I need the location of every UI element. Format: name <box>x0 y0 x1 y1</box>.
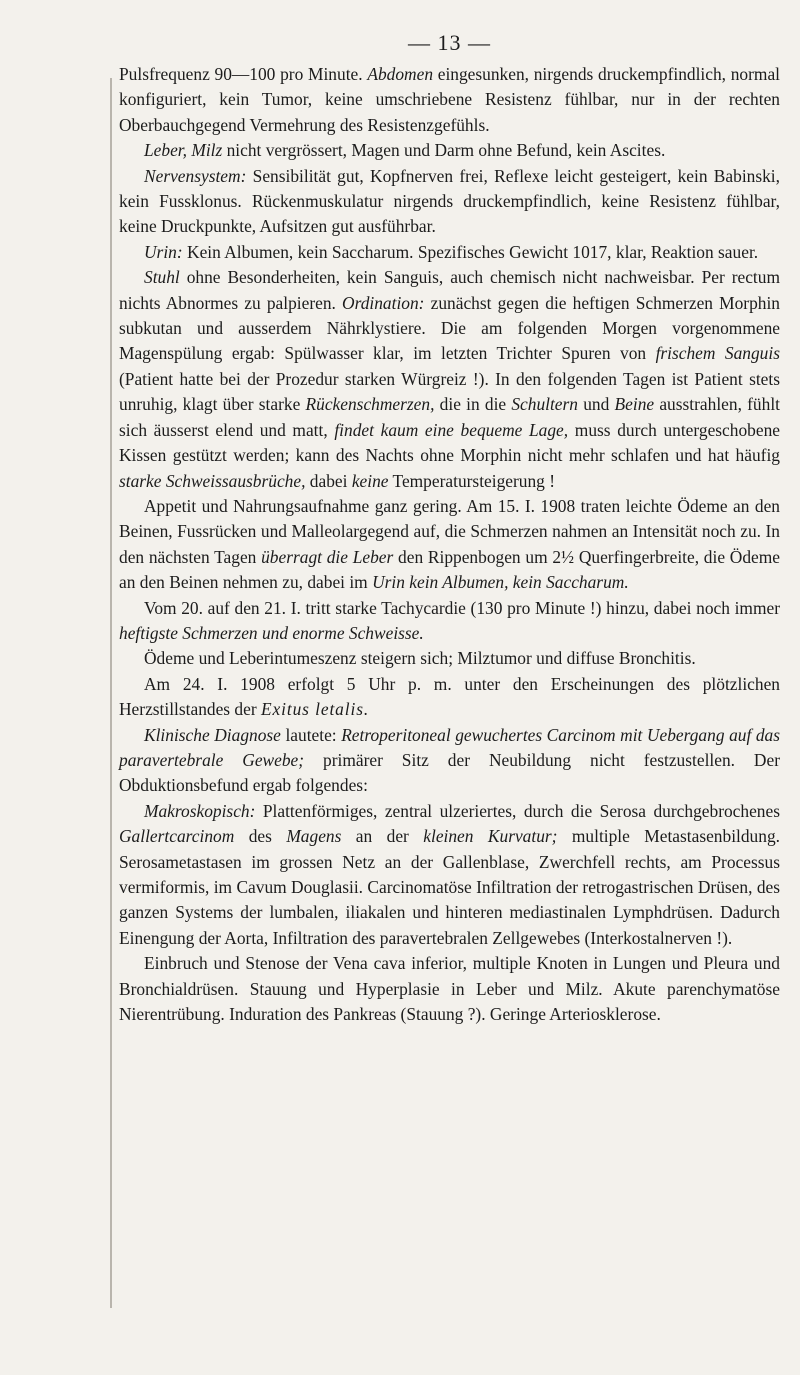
emphasis-urin: Urin: <box>144 241 183 262</box>
emphasis-frischem-sanguis: frischem Sanguis <box>655 343 780 364</box>
paragraph-nervous-system: Nervensystem: Sensibilität gut, Kopfnerven frei, Reflexe leicht gesteigert, kein Babinski, kein Fussklonus. Rückenmuskulatur nirgends druckempfindlich, keine Resistenz fühlbar, keine Druckpunkte, Aufsitzen gut ausführbar. <box>119 165 780 237</box>
emphasis-leber-milz: Leber, Milz <box>144 140 223 161</box>
paragraph-macroscopic: Makroskopisch: Plattenförmiges, zentral ulzeriertes, durch die Serosa durchgebrochenes Gallertcarcinom des Magens an der kleinen Kurvatur; multiple Metastasenbildung. Serosametastasen im grossen Netz an der Gallenblase, Zwerchfell rechts, am Processus vermiformis, im Cavum Douglasii. Carcinomatöse Infiltration der retrogastrischen Drüsen, des ganzen Systems der lumbalen, iliakalen und hinteren mediastinalen Lymphdrüsen. Dadurch Einengung der Aorta, Infiltration des paravertebralen Zellgewebes (Interkostalnerven !). <box>119 800 780 948</box>
emphasis-schultern: Schultern <box>511 394 578 415</box>
emphasis-retroperitoneal-carcinom: Retroperitoneal gewuchertes Carcinom mit Uebergang auf das paravertebrale Gewebe; <box>119 724 780 770</box>
emphasis-abdomen: Abdomen <box>367 64 434 84</box>
emphasis-exitus-letalis: Exitus letalis. <box>260 699 370 720</box>
paragraph-exitus: Am 24. I. 1908 erfolgt 5 Uhr p. m. unter den Erscheinungen des plötzlichen Herzstillstandes der Exitus letalis. <box>119 673 780 720</box>
emphasis-heftigste-schmerzen: heftigste Schmerzen und enorme Schweisse. <box>119 622 424 643</box>
emphasis-kleinen-kurvatur: kleinen Kurvatur; <box>423 826 558 847</box>
emphasis-rueckenschmerzen: Rückenschmerzen, <box>305 394 435 415</box>
paragraph-oedema-bronchitis: Ödeme und Leberintumeszenz steigern sich; Milztumor und diffuse Bronchitis. <box>144 648 696 669</box>
paragraph-liver-spleen: Leber, Milz nicht vergrössert, Magen und Darm ohne Befund, kein Ascites. <box>144 140 666 161</box>
emphasis-gallertcarcinom: Gallertcarcinom <box>119 826 235 847</box>
page-number: — 13 — <box>408 30 491 55</box>
emphasis-keine: keine <box>351 470 389 491</box>
paragraph-vena-cava: Einbruch und Stenose der Vena cava inferior, multiple Knoten in Lungen und Pleura und Bronchialdrüsen. Stauung und Hyperplasie in Leber und Milz. Akute parenchymatöse Nierentrübung. Induration des Pankreas (Stauung ?). Geringe Arteriosklerose. <box>119 953 780 1025</box>
paragraph-tachycardia: Vom 20. auf den 21. I. tritt starke Tachycardie (130 pro Minute !) hinzu, dabei noch immer heftigste Schmerzen und enorme Schweisse. <box>119 597 780 643</box>
paragraph-urine: Urin: Kein Albumen, kein Saccharum. Spezifisches Gewicht 1017, klar, Reaktion sauer. <box>144 241 759 262</box>
emphasis-stuhl: Stuhl <box>144 267 180 288</box>
paragraph-appetite-oedema: Appetit und Nahrungsaufnahme ganz gering. Am 15. I. 1908 traten leichte Ödeme an den Beinen, Fussrücken und Malleolargegend auf, die Schmerzen nahmen an Intensität noch zu. In den nächsten Tagen überragt die Leber den Rippenbogen um 2½ Querfingerbreite, die Ödeme an den Beinen nehmen zu, dabei im Urin kein Albumen, kein Saccharum. <box>119 495 780 593</box>
emphasis-leber-ueberragt: überragt die Leber <box>261 546 394 567</box>
emphasis-beine: Beine <box>614 394 655 415</box>
paragraph-pulse-abdomen: Pulsfrequenz 90—100 pro Minute. Abdomen eingesunken, nirgends druckempfindlich, normal konfiguriert, kein Tumor, keine umschriebene Resistenz fühlbar, nur in der rechten Oberbauchgegend Vermehrung des Resistenzgefühls. <box>119 64 780 135</box>
paragraph-stool-ordination: Stuhl ohne Besonderheiten, kein Sanguis, auch chemisch nicht nachweisbar. Per rectum nichts Abnormes zu palpieren. Ordination: zunächst gegen die heftigen Schmerzen Morphin subkutan und ausserdem Nährklystiere. Die am folgenden Morgen vorgenommene Magenspülung ergab: Spülwasser klar, im letzten Trichter Spuren von frischem Sanguis (Patient hatte bei der Prozedur starken Würgreiz !). In den folgenden Tagen ist Patient stets unruhig, klagt über starke Rückenschmerzen, die in die Schultern und Beine ausstrahlen, fühlt sich äusserst elend und matt, findet kaum eine bequeme Lage, muss durch untergeschobene Kissen gestützt werden; kann des Nachts ohne Morphin nicht mehr schlafen und hat häufig starke Schweissausbrüche, dabei keine Temperatursteigerung ! <box>119 267 780 491</box>
emphasis-nervensystem: Nervensystem: <box>144 165 247 186</box>
emphasis-urin-kein-albumen: Urin kein Albumen, kein Saccharum. <box>372 572 629 593</box>
binding-edge-shadow <box>110 78 112 1308</box>
emphasis-kaum-bequeme-lage: findet kaum eine bequeme Lage, <box>334 419 569 440</box>
emphasis-magens: Magens <box>286 826 342 847</box>
emphasis-schweissausbrueche: starke Schweissausbrüche, <box>119 470 306 491</box>
emphasis-ordination: Ordination: <box>342 292 425 313</box>
paragraph-clinical-diagnosis: Klinische Diagnose lautete: Retroperitoneal gewuchertes Carcinom mit Uebergang auf das paravertebrale Gewebe; primärer Sitz der Neubildung nicht festzustellen. Der Obduktionsbefund ergab folgendes: <box>119 724 780 796</box>
emphasis-makroskopisch: Makroskopisch: <box>144 800 256 821</box>
body-text <box>119 62 780 1027</box>
emphasis-klinische-diagnose: Klinische Diagnose <box>144 724 281 745</box>
